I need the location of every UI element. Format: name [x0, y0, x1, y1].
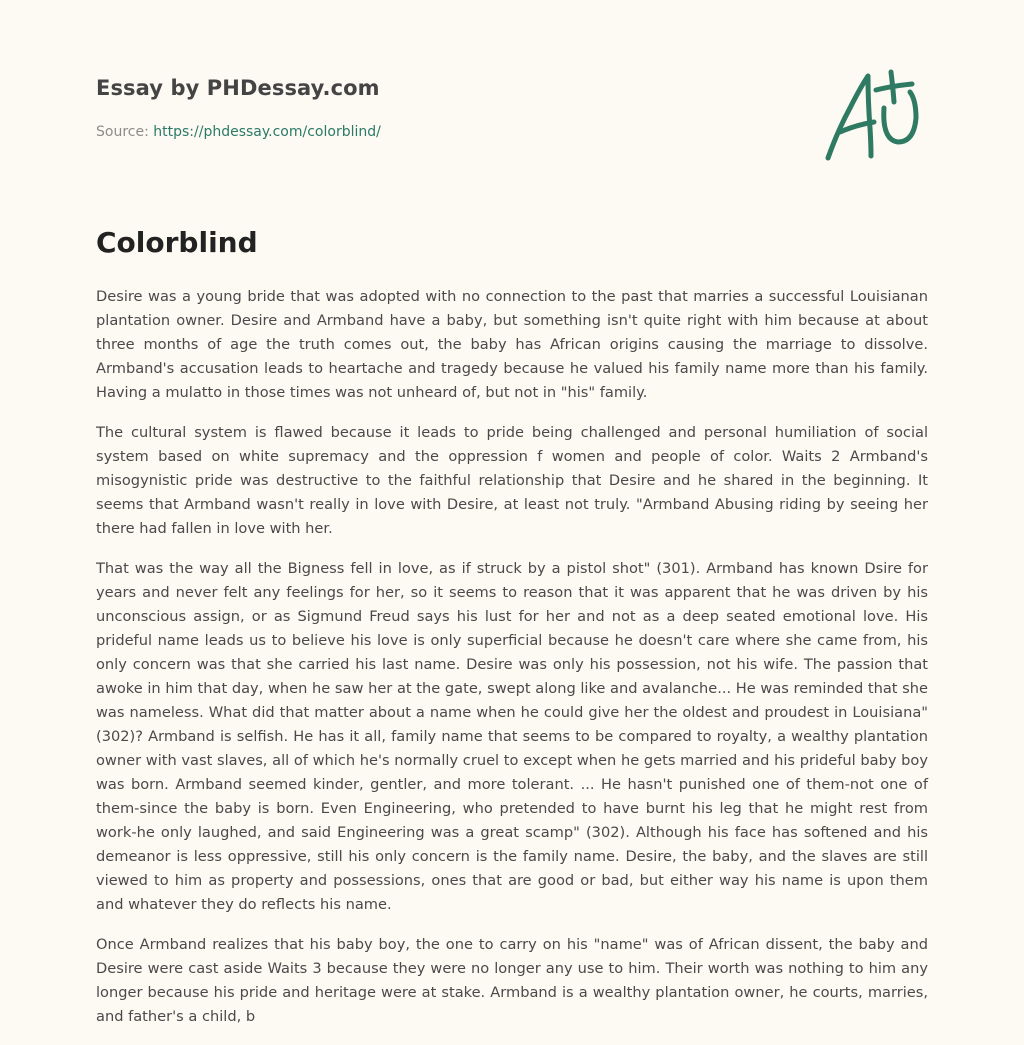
essay-paragraph: Desire was a young bride that was adopted with no connection to the past that marries a successful Louisianan plantation owner. Desire and Armband have a baby, but something isn't quite right with him because at about three months of age the truth comes out, the baby has African origins causing the marriage to dissolve. Armband's accusation leads to heartache and tragedy because he valued his family name more than his family. Having a mulatto in those times was not unheard of, but not in "his" family. — [96, 288, 928, 401]
essay-paragraph: Once Armband realizes that his baby boy, the one to carry on his "name" was of African dissent, the baby and Desire were cast aside Waits 3 because they were no longer any use to him. Their worth was nothing to him any longer because his pride and heritage were at stake. Armband is a wealthy plantation owner, he courts, marries, and father's a child, b — [96, 936, 928, 1025]
a-plus-grade-icon — [824, 68, 928, 164]
source-label: Source: — [96, 124, 154, 140]
site-title: Essay by PHDessay.com — [96, 76, 380, 100]
source-link[interactable]: https://phdessay.com/colorblind/ — [153, 124, 381, 140]
source-line — [96, 124, 381, 140]
essay-title: Colorblind — [96, 226, 258, 259]
essay-body — [96, 285, 928, 1045]
essay-paragraph: That was the way all the Bigness fell in love, as if struck by a pistol shot" (301). Armband has known Dsire for years and never felt any feelings for her, so it seems to reason that it was apparent that he was driven by his unconscious assign, or as Sigmund Freud says his lust for her and not as a deep seated emotional love. His prideful name leads us to believe his love is only superficial because he doesn't care where she came from, his only concern was that she carried his last name. Desire was only his possession, not his wife. The passion that awoke in him that day, when he saw her at the gate, swept along like and avalanche... He was reminded that she was nameless. What did that matter about a name when he could give her the oldest and proudest in Louisiana" (302)? Armband is selfish. He has it all, family name that seems to be compared to royalty, a wealthy plantation owner with vast slaves, all of which he's normally cruel to except when he gets married and his prideful baby boy was born. Armband seemed kinder, gentler, and more tolerant. ... He hasn't punished one of them-not one of them-since the baby is born. Even Engineering, who pretended to have burnt his leg that he might rest from work-he only laughed, and said Engineering was a great scamp" (302). Although his face has softened and his demeanor is less oppressive, still his only concern is the family name. Desire, the baby, and the slaves are still viewed to him as property and possessions, ones that are good or bad, but either way his name is upon them and whatever they do reflects his name. — [96, 560, 928, 913]
essay-paragraph: The cultural system is flawed because it leads to pride being challenged and personal humiliation of social system based on white supremacy and the oppression f women and people of color. Waits 2 Armband's misogynistic pride was destructive to the faithful relationship that Desire and he shared in the beginning. It seems that Armband wasn't really in love with Desire, at least not truly. "Armband Abusing riding by seeing her there had fallen in love with her. — [96, 424, 928, 537]
